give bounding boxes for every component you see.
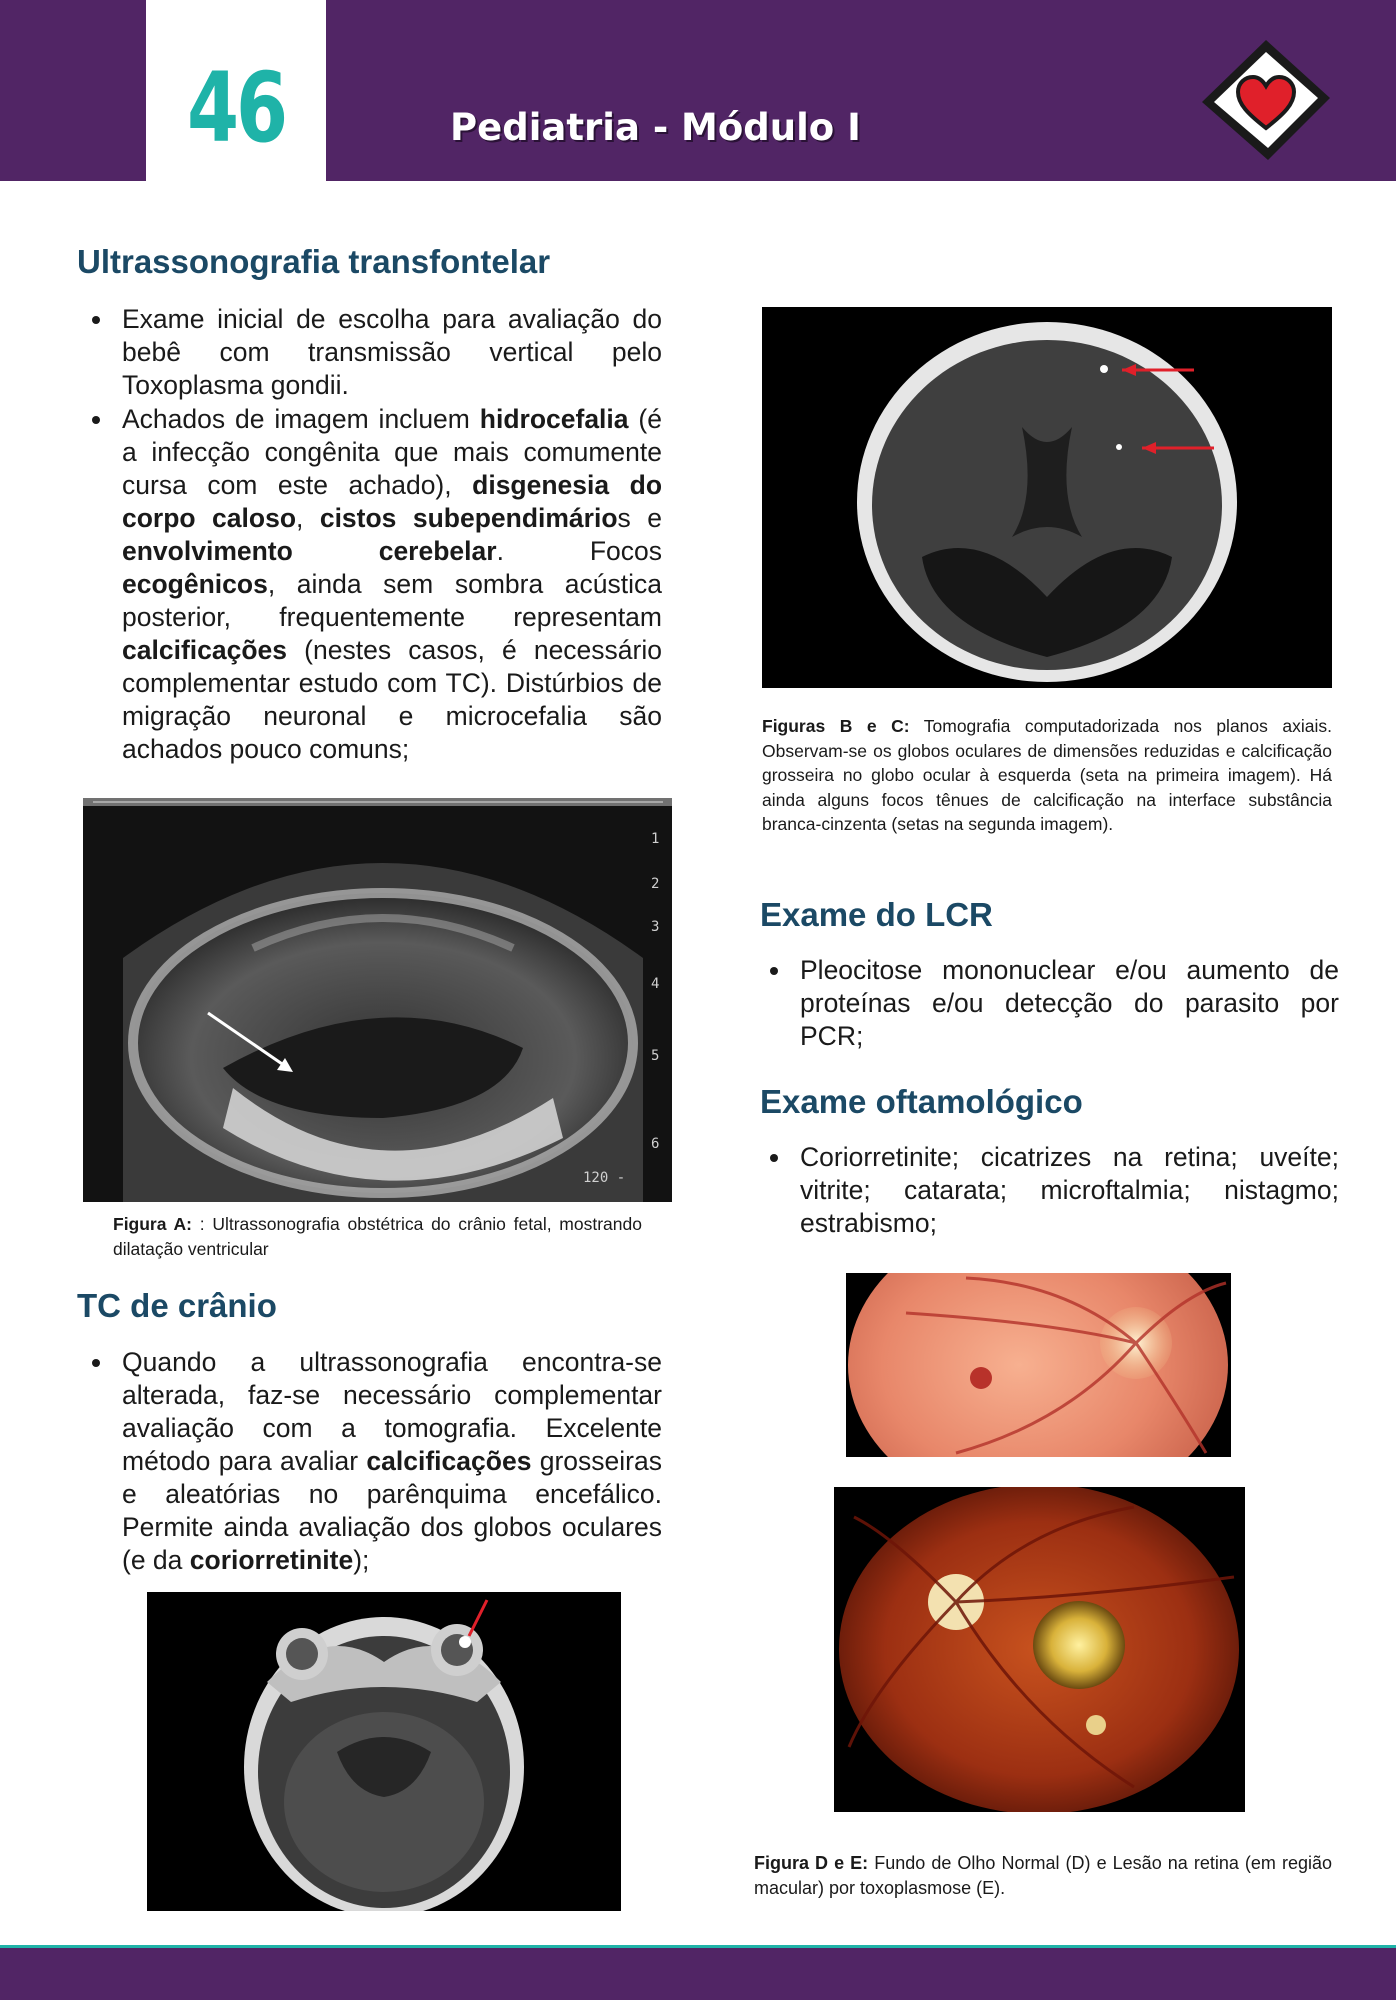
bullet-tc-cranio: Quando a ultrassonografia encontra-se alterada, faz-se necessário complementar avaliação com a tomografia. Excelente método para avaliar calcificações grosseiras e aleatórias no parênquima encefálico. Permite ainda avaliação dos globos oculares (e da coriorretinite); — [122, 1347, 662, 1575]
bullet-lcr: Pleocitose mononuclear e/ou aumento de proteínas e/ou detecção do parasito por PCR; — [800, 955, 1339, 1051]
bullet-oftalmologico: Coriorretinite; cicatrizes na retina; uveíte; vitrite; catarata; microftalmia; nistagmo; estrabismo; — [800, 1142, 1339, 1238]
scale-label-1: 1 — [651, 831, 660, 847]
heading-ultrassonografia: Ultrassonografia transfontelar — [77, 243, 551, 280]
scale-label-6: 6 — [651, 1136, 660, 1152]
page-number-box — [146, 0, 326, 181]
caption-figure-a: Figura A: : Ultrassonografia obstétrica do crânio fetal, mostrando dilatação ventricular — [113, 1214, 642, 1259]
bullet-achados-imagem: Achados de imagem incluem hidrocefalia (é a infecção congênita que mais comumente cursa com este achado), disgenesia do corpo caloso, cistos subependimários e envolvimento cerebelar. Focos ecogênicos, ainda sem sombra acústica posterior, frequentemente representam calcificações (nestes casos, é necessário complementar estudo com TC). Distúrbios de migração neuronal e microcefalia são achados pouco comuns; — [122, 404, 663, 764]
page-number: 46 — [187, 52, 285, 164]
figure-b-c-ct-axial — [762, 307, 1332, 688]
figure-ct-orbits — [147, 1592, 621, 1911]
caption-figure-d-e: Figura D e E: Fundo de Olho Normal (D) e Lesão na retina (em região macular) por toxoplasmose (E). — [754, 1853, 1333, 1898]
figure-a-ultrasound — [83, 798, 672, 1202]
depth-label: 120 - — [583, 1170, 626, 1186]
heart-badge-icon — [1196, 36, 1336, 166]
scale-label-4: 4 — [651, 976, 660, 992]
heading-tc-cranio: TC de crânio — [77, 1287, 277, 1324]
scale-label-5: 5 — [651, 1048, 660, 1064]
page-header — [0, 0, 1396, 181]
page-footer — [0, 1948, 1396, 2000]
figure-d-fundus-normal — [846, 1273, 1231, 1457]
heading-exame-oftalmologico: Exame oftamológico — [760, 1083, 1083, 1120]
bullet-exame-inicial: Exame inicial de escolha para avaliação do bebê com transmissão vertical pelo Toxoplasma gondii. — [122, 304, 662, 400]
caption-figure-b-c: Figuras B e C: Tomografia computadorizada nos planos axiais. Observam-se os globos oculares de dimensões reduzidas e calcificação grosseira no globo ocular à esquerda (seta na primeira imagem). Há ainda alguns focos tênues de calcificação na interface substância branca-cinzenta (setas na segunda imagem). — [762, 716, 1332, 834]
scale-label-3: 3 — [651, 919, 660, 935]
scale-label-2: 2 — [651, 876, 660, 892]
module-title: Pediatria - Módulo I — [450, 106, 861, 149]
figure-e-fundus-lesion — [834, 1487, 1245, 1812]
heading-exame-lcr: Exame do LCR — [760, 896, 993, 933]
